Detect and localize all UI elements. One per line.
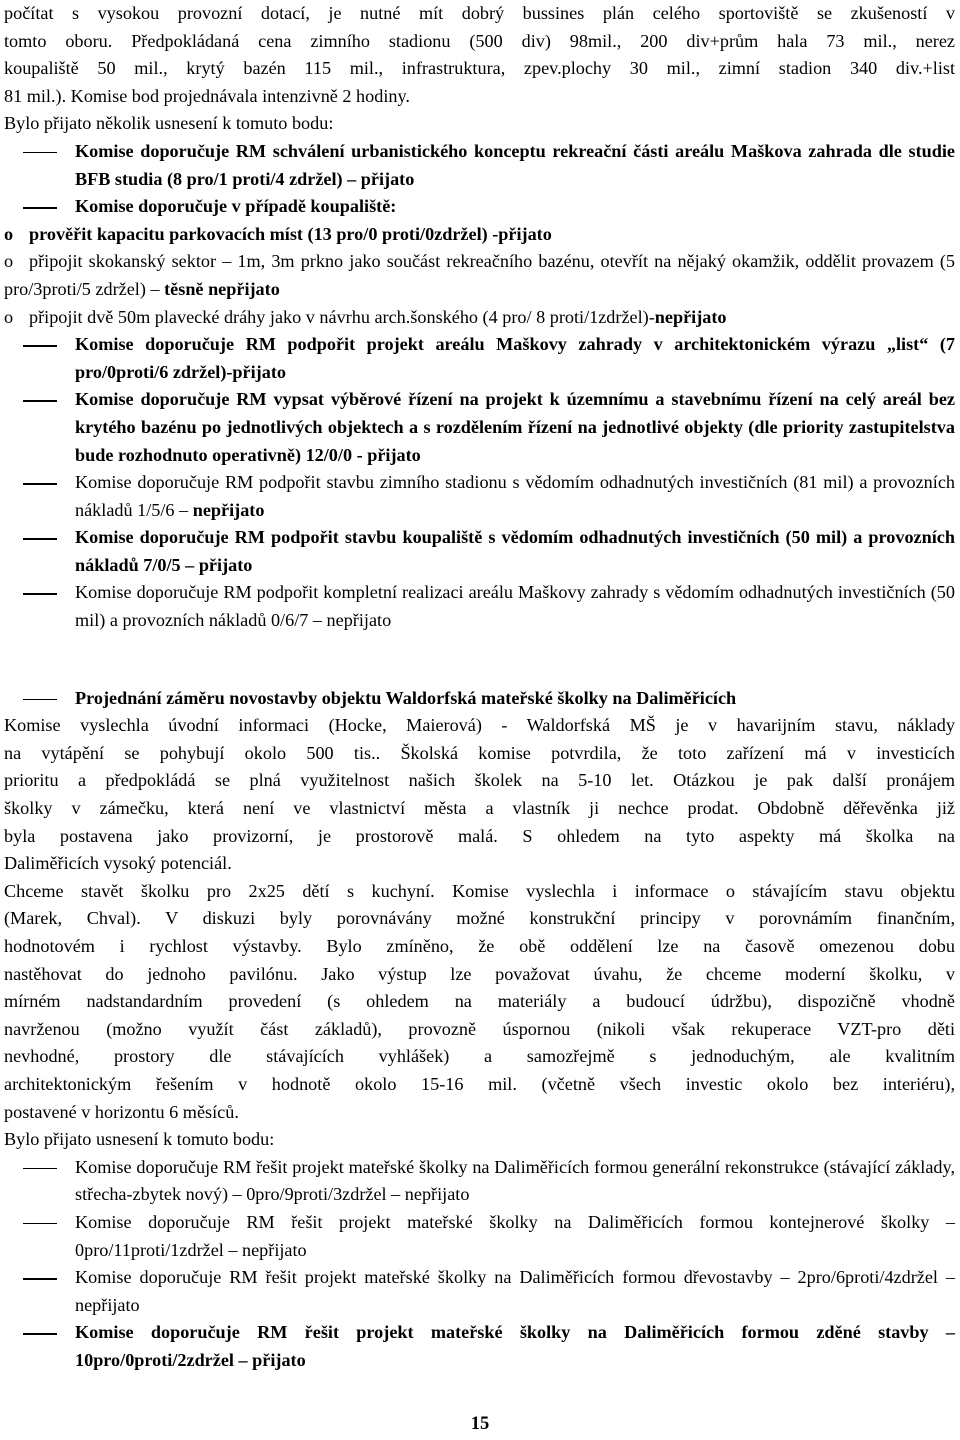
- dash-bullet: [23, 207, 57, 209]
- resolution-item: [4, 579, 955, 634]
- text-line: prioritu a předpokládá se plná využitelnost našich školek na 5-10 let. Otázkou je pak další pronájem: [4, 770, 955, 791]
- dash-bullet: [23, 483, 57, 485]
- text-line: byla postavena jako provizorní, je prostorově malá. S ohledem na tyto aspekty má školka na: [4, 825, 955, 846]
- resolution-item: [4, 524, 955, 579]
- vote-result: nepřijato: [654, 306, 727, 327]
- text-line: nevhodné, prostory dle stávajících vyhlášek) a samozřejmě s jednoduchým, ale kvalitním: [4, 1046, 955, 1067]
- section-heading-text: Projednání záměru novostavby objektu Waldorfská mateřské školky na Daliměřicích: [75, 687, 737, 708]
- dash-bullet: [23, 538, 57, 540]
- resolution-text: Komise doporučuje RM řešit projekt mateřské školky na Daliměřicích formou zděné stavby – 10pro/0proti/2zdržel – přijato: [75, 1322, 955, 1370]
- resolution-item: [4, 1319, 955, 1374]
- text-line: architektonickým řešením v hodnotě okolo 15-16 mil. (včetně všech investic okolo bez interiéru),: [4, 1073, 955, 1094]
- vote-result: nepřijato: [208, 278, 280, 299]
- adopted-resolutions-intro: Bylo přijato několik usnesení k tomuto bodu:: [4, 113, 334, 134]
- sub-bullet: o: [4, 223, 14, 244]
- resolution-text: Komise doporučuje RM vypsat výběrové řízení na projekt k územnímu a stavebnímu řízení na celý areál bez krytého bazénu po jednotlivých objektech a s rozdělením řízení na jednotlivé objekty (dle priority zastupitelstva bude rozhodnuto operativně) 12/0/0 - přijato: [75, 389, 955, 465]
- resolution-item: [4, 386, 955, 469]
- sub-resolution-text: připojit dvě 50m plavecké dráhy jako v návrhu arch.šonského (4 pro/ 8 proti/1zdržel)-: [29, 306, 655, 327]
- dash-bullet: [23, 1278, 57, 1280]
- text-line: (Marek, Chval). V diskuzi byly porovnávány možné konstrukční principy v porovnámím finančním,: [4, 908, 955, 929]
- resolution-text: Komise doporučuje RM schválení urbanistického konceptu rekreační části areálu Maškova zahrada dle studie BFB studia (8 pro/1 proti/4 zdržel): [75, 140, 955, 189]
- resolution-item: [4, 1209, 955, 1264]
- sub-resolution-item: [4, 221, 955, 249]
- text-line: na vytápění se pohybují okolo 500 tis.. Školská komise potvrdila, že toto zařízení má v investicích: [4, 742, 955, 763]
- resolution-text: Komise doporučuje RM podpořit kompletní realizaci areálu Maškovy zahrady s vědomím odhadnutých investičních (50 mil) a provozních nákladů 0/6/7 – nepřijato: [75, 582, 955, 631]
- resolution-item: [4, 193, 955, 221]
- resolution-text: Komise doporučuje RM podpořit projekt areálu Maškovy zahrady v architektonickém výrazu „list“ (7 pro/0proti/6 zdržel)-přijato: [75, 334, 955, 382]
- text-line: Chceme stavět školku pro 2x25 dětí s kuchyní. Komise vyslechla i informace o stávajícím stavu objektu: [4, 880, 955, 901]
- resolution-text: Komise doporučuje RM řešit projekt mateřské školky na Daliměřicích formou generální rekonstrukce (stávající základy, střecha-zbytek nový) – 0pro/9proti/3zdržel – nepřijato: [75, 1156, 955, 1205]
- vote-result: těsně: [164, 278, 204, 299]
- resolution-text: Komise doporučuje RM řešit projekt mateřské školky na Daliměřicích formou kontejnerové školky – 0pro/11proti/1zdržel – nepřijato: [75, 1211, 955, 1260]
- resolution-item: [4, 1154, 955, 1209]
- resolution-text: Komise doporučuje RM řešit projekt mateřské školky na Daliměřicích formou dřevostavby – 2pro/6proti/4zdržel – nepřijato: [75, 1267, 955, 1315]
- section-spacer: [4, 635, 955, 685]
- text-line: mírném nadstandardním provedení (s ohledem na materiály a budoucí údržbu), dispozičně vhodně: [4, 991, 955, 1012]
- text-line: Komise vyslechla úvodní informaci (Hocke, Maierová) - Waldorfská MŠ je v havarijním stavu, náklady: [4, 715, 955, 736]
- text-line: postavené v horizontu 6 měsíců.: [4, 1101, 239, 1122]
- text-line: školky v zámečku, která není ve vlastnictví města a vlastník ji nechce prodat. Obdobně děřevěnka již: [4, 798, 955, 819]
- school-paragraph: [4, 712, 955, 878]
- dash-bullet: [23, 699, 57, 701]
- sub-bullet: o: [4, 306, 14, 327]
- resolution-item: [4, 331, 955, 386]
- dash-bullet: [23, 1168, 57, 1170]
- vote-result: nepřijato: [192, 499, 265, 520]
- sub-resolution-text: připojit skokanský sektor – 1m, 3m prkno jako součást rekreačního bazénu, otevřít na nějaký okamžik, oddělit provazem (5 pro/3proti/5 zdržel) –: [4, 251, 955, 299]
- building-paragraph: [4, 878, 955, 1126]
- dash-bullet: [23, 593, 57, 595]
- dash-bullet: [23, 152, 57, 154]
- resolution-text: Komise doporučuje RM podpořit stavbu zimního stadionu s vědomím odhadnutých investičních (81 mil) a provozních nákladů 1/5/6 –: [75, 472, 955, 520]
- text-line: tomto oboru. Předpokládaná cena zimního stadionu (500 div) 98mil., 200 div+prům hala 73 mil., nerez: [4, 30, 955, 51]
- section-heading: [4, 685, 955, 713]
- document-page: [4, 0, 955, 1375]
- text-line: nastěhovat do jednoho pavilónu. Jako výstup lze považovat úvahu, že chceme moderní školku, v: [4, 963, 955, 984]
- sub-resolution-text: prověřit kapacitu parkovacích míst (13 pro/0 proti/0zdržel) -přijato: [29, 223, 552, 244]
- resolution-text: Komise doporučuje v případě koupaliště:: [75, 196, 397, 217]
- text-line: 81 mil.). Komise bod projednávala intenzivně 2 hodiny.: [4, 85, 410, 106]
- dash-bullet: [23, 400, 57, 402]
- sub-resolution-item: [4, 304, 955, 332]
- dash-bullet: [23, 345, 57, 347]
- vote-result: přijato: [360, 168, 415, 189]
- sub-resolution-item: [4, 248, 955, 303]
- text-line: Daliměřicích vysoký potenciál.: [4, 853, 232, 874]
- sub-bullet: o: [4, 251, 14, 272]
- text-line: navrženou (možno využít část základů), provozně úspornou (nikoli však rekuperace VZT-pro děti: [4, 1018, 955, 1039]
- resolution-text: Komise doporučuje RM podpořit stavbu koupaliště s vědomím odhadnutých investičních (50 mil) a provozních nákladů 7/0/5 – přijato: [75, 527, 955, 575]
- text-line: koupaliště 50 mil., krytý bazén 115 mil., infrastruktura, zpev.plochy 30 mil., zimní stadion 340 div.+list: [4, 58, 955, 79]
- dash-bullet: [23, 1333, 57, 1335]
- intro-paragraph: [4, 0, 955, 110]
- dash-bullet: [23, 1223, 57, 1225]
- resolution-item: [4, 469, 955, 524]
- adopted-resolution-intro: Bylo přijato usnesení k tomuto bodu:: [4, 1129, 275, 1150]
- text-line: hodnotovém i rychlost výstavby. Bylo zmíněno, že obě oddělení lze na časově omezenou dobu: [4, 936, 955, 956]
- text-line: počítat s vysokou provozní dotací, je nutné mít dobrý bussines plán celého sportoviště se zkušeností v: [4, 3, 955, 23]
- page-number: 15: [470, 1414, 490, 1434]
- resolution-item: [4, 1264, 955, 1319]
- resolution-item: Komise doporučuje RM schválení urbanistického konceptu rekreační části areálu Maškova zahrada dle studie BFB studia (8 pro/1 proti/4 zdržel) – přijato: [4, 138, 955, 193]
